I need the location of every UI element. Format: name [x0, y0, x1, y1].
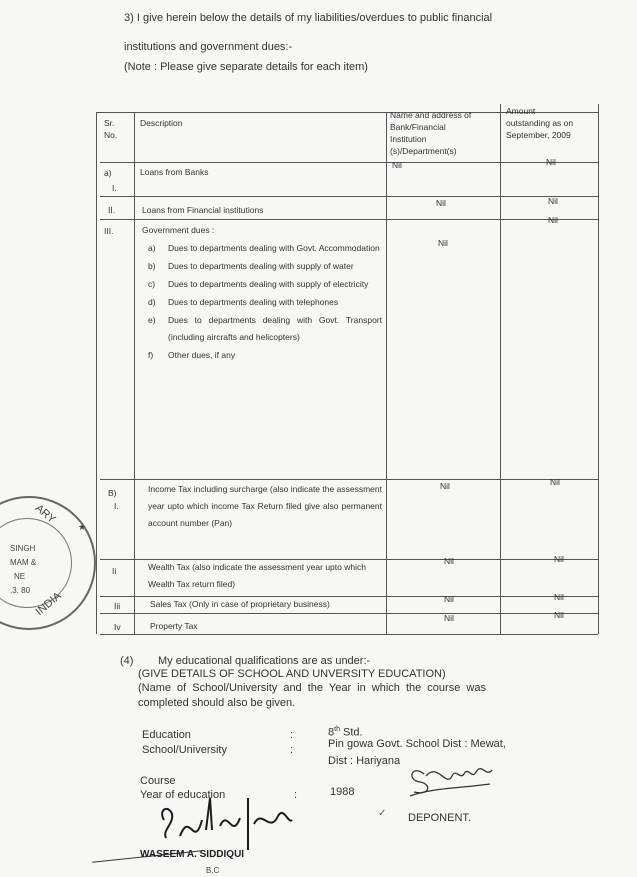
header-bank-1: Name and address of	[390, 110, 472, 120]
row-iv-amount: Nil	[554, 610, 564, 620]
attestor-tail: B.C	[206, 866, 220, 875]
header-amount-1: Amount	[506, 106, 536, 116]
school-colon: :	[290, 744, 294, 756]
row-ii-desc: Loans from Financial institutions	[142, 205, 264, 215]
seal-text-line: NE	[14, 572, 26, 581]
seal-text-top: ARY	[32, 502, 58, 526]
row-iv-bank: Nil	[444, 613, 454, 623]
section-4-line-4: completed should also be given.	[138, 697, 296, 709]
intro-line-1: 3) I give herein below the details of my liabilities/overdues to public financial	[124, 12, 493, 24]
header-sr-1: Sr.	[104, 118, 115, 128]
list-item: d) Dues to departments dealing with telephones	[148, 297, 339, 307]
row-ii2-sr: Ii	[112, 566, 117, 576]
government-dues-list	[148, 240, 382, 364]
table-row-divider	[100, 596, 598, 597]
header-bank-3: Institution	[390, 134, 427, 144]
row-ii-bank: Nil	[436, 198, 446, 208]
seal-text-bottom: INDIA	[33, 589, 64, 619]
row-iii2-desc: Sales Tax (Only in case of proprietary business)	[150, 599, 330, 609]
header-bank-2: Bank/Financial	[390, 122, 446, 132]
row-b-sr: B)	[108, 488, 117, 498]
year-value: 1988	[330, 786, 355, 798]
section-4-line-2: (GIVE DETAILS OF SCHOOL AND UNVERSITY EDUCATION)	[138, 668, 446, 680]
row-iii-amount: Nil	[548, 215, 558, 225]
year-label: Year of education	[140, 789, 226, 801]
deponent-signature	[402, 758, 498, 802]
list-item: f) Other dues, if any	[148, 350, 236, 360]
row-iii-sr: III.	[104, 226, 114, 236]
table-col-divider	[500, 104, 501, 634]
table-left-border	[96, 112, 97, 634]
school-label: School/University	[142, 744, 227, 756]
table-row-divider	[100, 479, 598, 480]
table-row-divider	[100, 613, 598, 614]
row-ii-sr: II.	[108, 205, 116, 215]
district-value: Dist : Hariyana	[328, 755, 401, 767]
list-item: a) Dues to departments dealing with Govt. Accommodation	[148, 243, 380, 253]
section-4-line-3: (Name of School/University and the Year in which the course was	[138, 682, 486, 694]
section-4-number: (4)	[120, 655, 134, 667]
row-a-bank: Nil	[392, 160, 402, 170]
seal-star-icon: ★	[78, 522, 87, 532]
row-ii-amount: Nil	[548, 196, 558, 206]
tick-mark: ✓	[378, 808, 387, 819]
school-value: Pin gowa Govt. School Dist : Mewat,	[328, 738, 506, 750]
table-row-divider	[100, 196, 598, 197]
header-amount-3: September, 2009	[506, 130, 571, 140]
table-header-divider	[100, 162, 598, 163]
header-sr-2: No.	[104, 130, 118, 140]
row-a-amount: Nil	[546, 157, 556, 167]
section-4-line-1: My educational qualifications are as under:-	[158, 655, 371, 667]
row-b-sr-2: I.	[114, 501, 119, 511]
list-item: b) Dues to departments dealing with supply of water	[148, 261, 354, 271]
intro-line-2: institutions and government dues:-	[124, 41, 293, 53]
table-col-divider	[134, 112, 135, 634]
education-colon: :	[290, 729, 294, 741]
row-a-sr-2: I.	[112, 183, 117, 193]
deponent-label: DEPONENT.	[408, 812, 471, 824]
year-colon: :	[294, 789, 298, 801]
header-bank-4: (s)/Department(s)	[390, 146, 457, 156]
row-b-amount: Nil	[550, 477, 560, 487]
attestor-name: WASEEM A. SIDDIQUI	[140, 849, 245, 860]
course-label: Course	[140, 775, 176, 787]
seal-text-line: .3. 80	[10, 586, 31, 595]
row-iii2-sr: Iii	[114, 601, 121, 611]
seal-text-line: MAM &	[10, 558, 37, 567]
education-value: 8th Std.	[328, 726, 363, 739]
header-amount-2: outstanding as on	[506, 118, 574, 128]
table-bottom-border	[100, 634, 598, 635]
row-iv-desc: Property Tax	[150, 621, 198, 631]
header-description: Description	[140, 118, 183, 128]
education-label: Education	[142, 729, 191, 741]
row-iv-sr: Iv	[114, 622, 121, 632]
table-col-divider	[386, 112, 387, 634]
row-a-sr: a)	[104, 168, 112, 178]
row-b-bank: Nil	[440, 481, 450, 491]
row-a-desc: Loans from Banks	[140, 167, 209, 177]
row-ii2-desc: Wealth Tax (also indicate the assessment year upto which Wealth Tax return filed)	[148, 562, 366, 589]
row-b-desc: Income Tax including surcharge (also indicate the assessment year upto which income Tax Return filed give also permanent account number (Pan)	[148, 484, 382, 528]
row-ii2-amount: Nil	[554, 554, 564, 564]
intro-note: (Note : Please give separate details for each item)	[124, 61, 368, 73]
list-item: c) Dues to departments dealing with supply of electricity	[148, 279, 369, 289]
row-ii2-bank: Nil	[444, 556, 454, 566]
list-item: e) Dues to departments dealing with Govt. Transport (including aircrafts and helicopters)	[148, 315, 382, 342]
table-right-border	[598, 104, 599, 634]
row-iii2-amount: Nil	[554, 592, 564, 602]
row-iii-bank: Nil	[438, 238, 448, 248]
row-iii-desc: Government dues :	[142, 225, 215, 235]
table-row-divider	[100, 219, 598, 220]
seal-text-line: SINGH	[10, 544, 36, 553]
row-iii2-bank: Nil	[444, 594, 454, 604]
